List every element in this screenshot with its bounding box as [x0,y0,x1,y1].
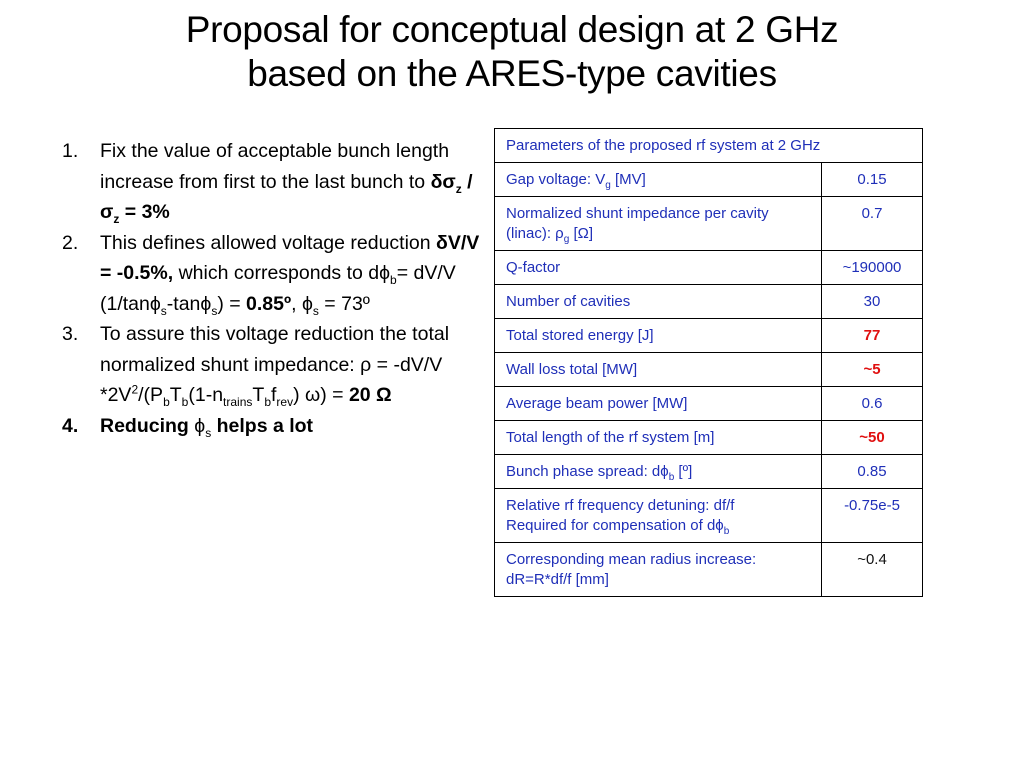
table-row [495,197,923,251]
table-row [495,163,923,197]
list-item-1 [62,136,486,228]
table-header-row [495,129,923,163]
numbered-list [62,136,486,441]
list-text: This defines allowed voltage reduction [100,231,437,254]
parameters-table [494,128,923,597]
param-label: Total stored energy [J] [495,319,822,353]
table-row [495,285,923,319]
param-label: Normalized shunt impedance per cavity (linac): $\rho_g$ [Ω] [495,197,822,251]
param-value: ~190000 [822,251,923,285]
list-bold: δV/V = -0.5%, [100,231,480,284]
list-number: 3. [62,323,79,345]
list-bold: Reducing [100,414,195,437]
param-value: 0.15 [822,163,923,197]
title-line-1: Proposal for conceptual design at 2 GHz [185,9,839,50]
list-item-3: 3. To assure this voltage reduction the total normalized shunt impedance: ρ = -dV/V $*2V^2/(P_bT_b(1-n_{trains}T_bf_{rev}) \omega) = 20$ Ω [62,319,486,411]
table-row [495,489,923,543]
list-number: 2. [62,231,79,254]
title-line-2: based on the ARES-type cavities [247,53,777,94]
param-label: Average beam power [MW] [495,387,822,421]
param-value: 0.6 [822,387,923,421]
table-header: Parameters of the proposed rf system at 2 GHz [495,129,923,163]
param-value: 77 [822,319,923,353]
table-row [495,387,923,421]
table-row [495,455,923,489]
param-label: Wall loss total [MW] [495,353,822,387]
list-number: 4. [62,414,79,437]
param-value: ~0.4 [822,543,923,597]
param-label: Bunch phase spread: $d\phi_b$ [º] [495,455,822,489]
param-value: ~5 [822,353,923,387]
param-label: Q-factor [495,251,822,285]
param-label: Number of cavities [495,285,822,319]
list-item-4: 4. Reducing $\phi_s$ helps a lot [62,411,486,442]
param-label: Relative rf frequency detuning: df/f Required for compensation of $d\phi_b$ [495,489,822,543]
table-row [495,319,923,353]
param-value: 0.85 [822,455,923,489]
param-label: Total length of the rf system [m] [495,421,822,455]
table-row [495,421,923,455]
list-text: To assure this voltage reduction the total normalized shunt impedance: ρ = -dV/V *2V [100,323,450,406]
param-label: Gap voltage: $V_g$ [MV] [495,163,822,197]
table-row [495,353,923,387]
param-value: 0.7 [822,197,923,251]
param-value: ~50 [822,421,923,455]
list-bold: $\delta\sigma_z$ $/\sigma_z = 3\%$ [100,170,473,226]
param-label: Corresponding mean radius increase: dR=R*df/f [mm] [495,543,822,597]
table-row [495,543,923,597]
param-value: -0.75e-5 [822,489,923,543]
param-value: 30 [822,285,923,319]
list-number: 1. [62,140,79,162]
table-row [495,251,923,285]
list-text: Fix the value of acceptable bunch length increase from first to the last bunch to [100,140,450,193]
slide-title [0,8,1024,96]
list-item-2: 2. This defines allowed voltage reduction δV/V = -0.5%, which corresponds to $d\phi_b= dV/V$ (1/tanϕ$_s$-tanϕ$_s$) = 0.85º, $\phi_s$ = 73º [62,228,486,320]
